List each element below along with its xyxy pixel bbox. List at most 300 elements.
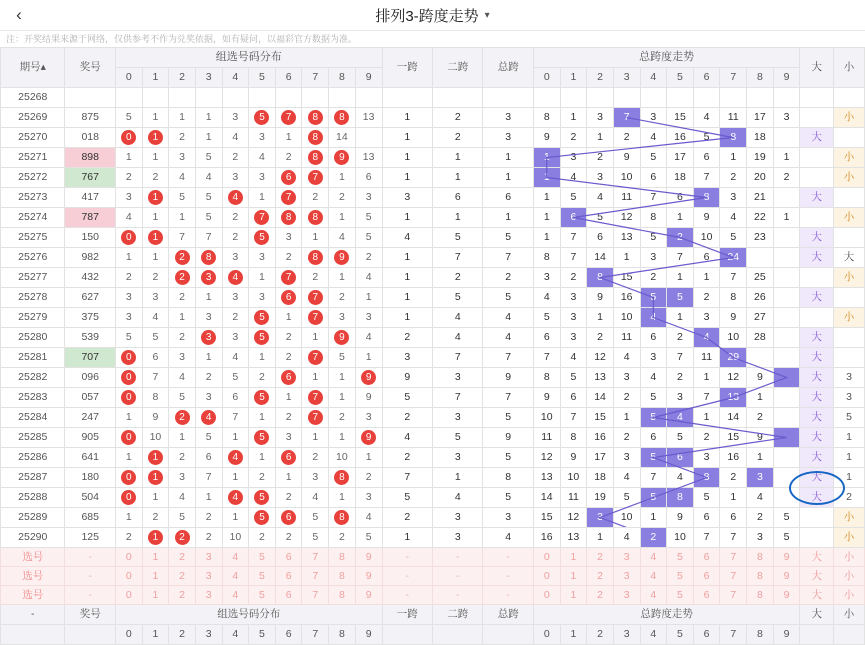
cell-dist-8 [329,328,356,348]
cell-dist-0: 3 [115,188,142,208]
cell-prize: 898 [65,148,115,168]
select-digit-3[interactable]: 3 [195,548,222,567]
cell-span-4: 1 [640,508,667,528]
cell-prize: 150 [65,228,115,248]
cell-dist-4: 10 [222,528,249,548]
table-row[interactable] [1,208,865,228]
cell-span-9 [773,248,800,268]
cell-dist-9 [355,88,382,108]
cell-span-2: 19 [587,488,614,508]
select-span-3[interactable]: 3 [613,548,640,567]
select-digit-7[interactable]: 7 [302,548,329,567]
header-period[interactable]: 期号▴ [1,48,65,88]
select-span-2[interactable]: 2 [587,586,614,605]
cell-big: 大 [800,248,834,268]
select-span-2[interactable]: 2 [587,567,614,586]
table-row[interactable] [1,88,865,108]
cell-dist-3 [195,268,222,288]
cell-dist-7: 1 [302,328,329,348]
cell-span-6: 7 [693,388,720,408]
cell-big: 大 [800,488,834,508]
table-row[interactable] [1,148,865,168]
cell-dist-3: 1 [195,108,222,128]
select-span-1[interactable]: 1 [560,548,587,567]
cell-span-1: 1 [560,108,587,128]
table-row[interactable] [1,448,865,468]
cell-span-6: 3 [693,308,720,328]
cell-period: 25270 [1,128,65,148]
select-span-7[interactable]: 7 [720,586,747,605]
select-span-9[interactable]: 9 [773,567,800,586]
cell-kua2: 7 [433,248,483,268]
select-span-6[interactable]: 6 [693,548,720,567]
cell-span-1: 6 [560,388,587,408]
select-row-label[interactable]: 选号 [1,567,65,586]
select-row[interactable] [1,567,865,586]
cell-span-1 [560,88,587,108]
select-span-4[interactable]: 4 [640,586,667,605]
select-row-label[interactable]: 选号 [1,548,65,567]
select-digit-5[interactable]: 5 [249,548,276,567]
cell-small [834,348,865,368]
select-digit-8[interactable]: 8 [329,567,356,586]
cell-span-3: 10 [613,168,640,188]
header-span-1: 1 [560,68,587,88]
header-span-2: 2 [587,68,614,88]
ball: 9 [334,250,349,265]
cell-dist-0: 1 [115,148,142,168]
ball: 9 [334,330,349,345]
footer-period: - [1,605,65,625]
ball: 8 [308,250,323,265]
select-kua1: - [382,567,432,586]
cell-span-4: 2 [640,268,667,288]
select-digit-7[interactable]: 7 [302,586,329,605]
select-row-label[interactable]: 选号 [1,586,65,605]
trend-table-wrapper[interactable] [0,47,865,645]
cell-dist-1 [142,228,169,248]
cell-dist-0: 1 [115,448,142,468]
ball: 9 [361,370,376,385]
select-big[interactable]: 大 [800,586,834,605]
select-digit-5[interactable]: 5 [249,586,276,605]
cell-span-5: 7 [667,248,694,268]
cell-dist-6: 3 [275,428,302,448]
cell-span-9: 5 [773,508,800,528]
cell-span-8: 20 [747,168,774,188]
select-digit-2[interactable]: 2 [169,548,196,567]
cell-span-7: 9 [720,308,747,328]
cell-span-2: 1 [587,308,614,328]
select-span-8[interactable]: 8 [747,567,774,586]
cell-span-8: 3 [747,468,774,488]
cell-kua-total: 3 [483,508,533,528]
cell-period: 25287 [1,468,65,488]
cell-big: 大 [800,468,834,488]
select-span-1[interactable]: 1 [560,586,587,605]
select-span-7[interactable]: 7 [720,567,747,586]
cell-dist-9: 2 [355,248,382,268]
cell-dist-4 [222,268,249,288]
cell-span-7 [720,88,747,108]
cell-span-4: 4 [640,368,667,388]
table-row[interactable] [1,228,865,248]
cell-small: 小 [834,268,865,288]
select-small[interactable]: 小 [834,567,865,586]
cell-kua2: 2 [433,268,483,288]
cell-dist-0: 5 [115,328,142,348]
select-digit-4[interactable]: 4 [222,586,249,605]
cell-span-1: 4 [560,348,587,368]
page-title: 排列3-跨度走势 [375,7,479,25]
cell-dist-5 [249,308,276,328]
select-digit-4[interactable]: 4 [222,567,249,586]
cell-span-9 [773,468,800,488]
cell-span-3: 1 [613,408,640,428]
cell-dist-0: 4 [115,208,142,228]
footer-kua-spacer-1 [433,625,483,645]
select-span-3[interactable]: 3 [613,567,640,586]
table-row[interactable] [1,368,865,388]
cell-dist-5: 3 [249,248,276,268]
ball: 6 [281,290,296,305]
cell-small: 小 [834,508,865,528]
select-span-5[interactable]: 5 [667,586,694,605]
select-span-6[interactable]: 6 [693,586,720,605]
select-digit-9[interactable]: 9 [355,586,382,605]
select-row[interactable] [1,586,865,605]
cell-prize: 096 [65,368,115,388]
cell-dist-0 [115,388,142,408]
select-digit-1[interactable]: 1 [142,548,169,567]
cell-kua2: 3 [433,368,483,388]
footer-digit-2: 2 [169,625,196,645]
cell-span-1: 3 [560,328,587,348]
cell-span-4: 8 [640,208,667,228]
cell-dist-2 [169,408,196,428]
cell-dist-3: 5 [195,428,222,448]
ball: 0 [121,430,136,445]
cell-span-1: 3 [560,148,587,168]
table-row[interactable] [1,268,865,288]
ball: 7 [281,270,296,285]
select-kua2: - [433,567,483,586]
select-digit-7[interactable]: 7 [302,567,329,586]
cell-kua2: 3 [433,448,483,468]
ball: 6 [281,170,296,185]
cell-dist-1: 1 [142,488,169,508]
select-digit-9[interactable]: 9 [355,567,382,586]
cell-span-4: 5 [640,408,667,428]
cell-dist-3 [195,248,222,268]
select-digit-2[interactable]: 2 [169,586,196,605]
select-digit-8[interactable]: 8 [329,548,356,567]
cell-dist-2: 1 [169,208,196,228]
select-digit-1[interactable]: 1 [142,586,169,605]
cell-span-2: 3 [587,108,614,128]
select-span-9[interactable]: 9 [773,548,800,567]
select-digit-6[interactable]: 6 [275,567,302,586]
table-row[interactable] [1,168,865,188]
cell-small: 3 [834,388,865,408]
table-row[interactable] [1,428,865,448]
cell-prize: 057 [65,388,115,408]
cell-span-4: 3 [640,108,667,128]
cell-span-6: 1 [693,268,720,288]
cell-dist-4 [222,448,249,468]
ball: 4 [201,410,216,425]
cell-span-3: 3 [613,368,640,388]
select-span-5[interactable]: 5 [667,567,694,586]
select-kuatotal: - [483,586,533,605]
select-digit-0[interactable]: 0 [115,567,142,586]
cell-dist-4: 3 [222,248,249,268]
cell-dist-0: 2 [115,528,142,548]
cell-dist-2: 5 [169,188,196,208]
select-digit-0[interactable]: 0 [115,548,142,567]
select-span-3[interactable]: 3 [613,586,640,605]
cell-span-4: 7 [640,468,667,488]
select-span-7[interactable]: 7 [720,548,747,567]
cell-dist-4: 3 [222,288,249,308]
select-span-5[interactable]: 5 [667,548,694,567]
cell-dist-9: 4 [355,268,382,288]
cell-dist-1 [142,528,169,548]
table-row[interactable] [1,328,865,348]
select-span-1[interactable]: 1 [560,567,587,586]
table-row[interactable] [1,128,865,148]
cell-dist-4: 1 [222,508,249,528]
cell-kua2: 1 [433,168,483,188]
cell-dist-4: 4 [222,128,249,148]
cell-span-2: 1 [587,128,614,148]
ball: 8 [308,130,323,145]
select-span-0[interactable]: 0 [533,567,560,586]
cell-dist-1: 1 [142,248,169,268]
cell-span-3: 10 [613,308,640,328]
cell-dist-1: 2 [142,508,169,528]
select-digit-2[interactable]: 2 [169,567,196,586]
cell-span-6: 4 [693,328,720,348]
select-row[interactable] [1,548,865,567]
cell-dist-9 [355,128,382,148]
cell-span-0: 1 [533,228,560,248]
table-row[interactable] [1,308,865,328]
cell-span-7: 11 [720,108,747,128]
ball: 0 [121,470,136,485]
select-span-8[interactable]: 8 [747,586,774,605]
select-digit-0[interactable]: 0 [115,586,142,605]
cell-dist-7 [302,168,329,188]
cell-span-4: 3 [640,248,667,268]
select-digit-5[interactable]: 5 [249,567,276,586]
cell-dist-6 [275,368,302,388]
header-group-distribution: 组选号码分布 [115,48,382,68]
header-digit-9: 9 [355,68,382,88]
table-row[interactable] [1,508,865,528]
cell-kua2: 3 [433,408,483,428]
cell-big: 大 [800,368,834,388]
table-row[interactable] [1,408,865,428]
footer-digit-9: 9 [355,625,382,645]
cell-span-9 [773,328,800,348]
footer-span-8: 8 [747,625,774,645]
cell-dist-2: 4 [169,168,196,188]
cell-dist-1: 2 [142,268,169,288]
cell-span-7: 14 [720,408,747,428]
select-digit-6[interactable]: 6 [275,586,302,605]
cell-dist-7 [302,348,329,368]
cell-span-3: 15 [613,268,640,288]
cell-dist-8: 3 [329,308,356,328]
footer-span-1: 1 [560,625,587,645]
back-icon[interactable]: ‹ [16,5,22,24]
select-span-8[interactable]: 8 [747,548,774,567]
cell-dist-3: 2 [195,368,222,388]
ball: 3 [201,330,216,345]
footer-digit-5: 5 [249,625,276,645]
select-small[interactable]: 小 [834,548,865,567]
cell-span-5: 8 [667,488,694,508]
cell-dist-5: 3 [249,128,276,148]
cell-span-8: 2 [747,408,774,428]
table-row[interactable] [1,108,865,128]
select-span-4[interactable]: 4 [640,548,667,567]
select-digit-4[interactable]: 4 [222,548,249,567]
cell-kua-total: 4 [483,328,533,348]
cell-span-2: 14 [587,388,614,408]
cell-dist-3: 5 [195,208,222,228]
select-big[interactable]: 大 [800,567,834,586]
header-span-4: 4 [640,68,667,88]
cell-span-3: 7 [613,108,640,128]
header-digit-0: 0 [115,68,142,88]
cell-dist-9: 4 [355,508,382,528]
cell-kua1: 1 [382,308,432,328]
cell-dist-9: 5 [355,528,382,548]
select-span-2[interactable]: 2 [587,548,614,567]
header-span-9: 9 [773,68,800,88]
cell-span-2: 2 [587,148,614,168]
cell-dist-4: 7 [222,408,249,428]
cell-dist-0: 3 [115,288,142,308]
select-digit-3[interactable]: 3 [195,567,222,586]
footer-spacer-2 [65,625,115,645]
table-row[interactable] [1,468,865,488]
select-digit-6[interactable]: 6 [275,548,302,567]
cell-span-7: 4 [720,208,747,228]
ball: 7 [308,350,323,365]
cell-dist-6: 2 [275,248,302,268]
select-span-6[interactable]: 6 [693,567,720,586]
cell-dist-3 [195,328,222,348]
chevron-down-icon[interactable]: ▾ [484,9,490,21]
select-span-9[interactable]: 9 [773,586,800,605]
table-row[interactable] [1,488,865,508]
table-row[interactable] [1,528,865,548]
cell-dist-6 [275,268,302,288]
table-row[interactable] [1,188,865,208]
sort-asc-icon[interactable]: ▴ [40,61,46,73]
cell-dist-1: 7 [142,368,169,388]
cell-span-5: 2 [667,228,694,248]
cell-big: 大 [800,288,834,308]
cell-kua2: 7 [433,348,483,368]
cell-small [834,88,865,108]
cell-dist-2 [169,528,196,548]
cell-dist-5: 1 [249,188,276,208]
cell-span-5: 1 [667,308,694,328]
ball: 1 [148,450,163,465]
cell-small [834,188,865,208]
cell-dist-0: 2 [115,168,142,188]
cell-prize: 905 [65,428,115,448]
select-kuatotal: - [483,567,533,586]
cell-kua1: 2 [382,448,432,468]
header-span-7: 7 [720,68,747,88]
cell-span-7: 12 [720,368,747,388]
cell-dist-0 [115,368,142,388]
table-row[interactable] [1,388,865,408]
select-span-0[interactable]: 0 [533,548,560,567]
table-row[interactable] [1,248,865,268]
select-big[interactable]: 大 [800,548,834,567]
cell-kua1: 2 [382,508,432,528]
select-digit-1[interactable]: 1 [142,567,169,586]
cell-dist-0 [115,428,142,448]
footer-span-0: 0 [533,625,560,645]
cell-dist-8: 2 [329,408,356,428]
select-span-0[interactable]: 0 [533,586,560,605]
cell-prize [65,88,115,108]
cell-prize: 641 [65,448,115,468]
cell-span-0: 3 [533,268,560,288]
cell-period: 25277 [1,268,65,288]
cell-dist-9: 1 [355,448,382,468]
cell-period: 25285 [1,428,65,448]
select-digit-3[interactable]: 3 [195,586,222,605]
cell-kua2: 3 [433,508,483,528]
cell-small: 1 [834,448,865,468]
cell-dist-3: 6 [195,448,222,468]
cell-span-9 [773,308,800,328]
cell-period: 25284 [1,408,65,428]
select-span-4[interactable]: 4 [640,567,667,586]
cell-span-8: 4 [747,488,774,508]
footer-small-spacer [834,625,865,645]
table-row[interactable] [1,348,865,368]
cell-span-1: 9 [560,448,587,468]
cell-span-6 [693,88,720,108]
select-small[interactable]: 小 [834,586,865,605]
cell-dist-5 [249,88,276,108]
cell-kua1: 1 [382,248,432,268]
cell-span-5: 2 [667,328,694,348]
cell-dist-6 [275,108,302,128]
ball: 2 [175,410,190,425]
header-digit-4: 4 [222,68,249,88]
ball: 7 [308,410,323,425]
cell-period: 25268 [1,88,65,108]
select-digit-8[interactable]: 8 [329,586,356,605]
cell-span-2: 9 [587,288,614,308]
cell-span-0: 9 [533,128,560,148]
table-row[interactable] [1,288,865,308]
cell-dist-4: 5 [222,368,249,388]
select-digit-9[interactable]: 9 [355,548,382,567]
cell-dist-6: 2 [275,148,302,168]
cell-kua-total: 3 [483,108,533,128]
